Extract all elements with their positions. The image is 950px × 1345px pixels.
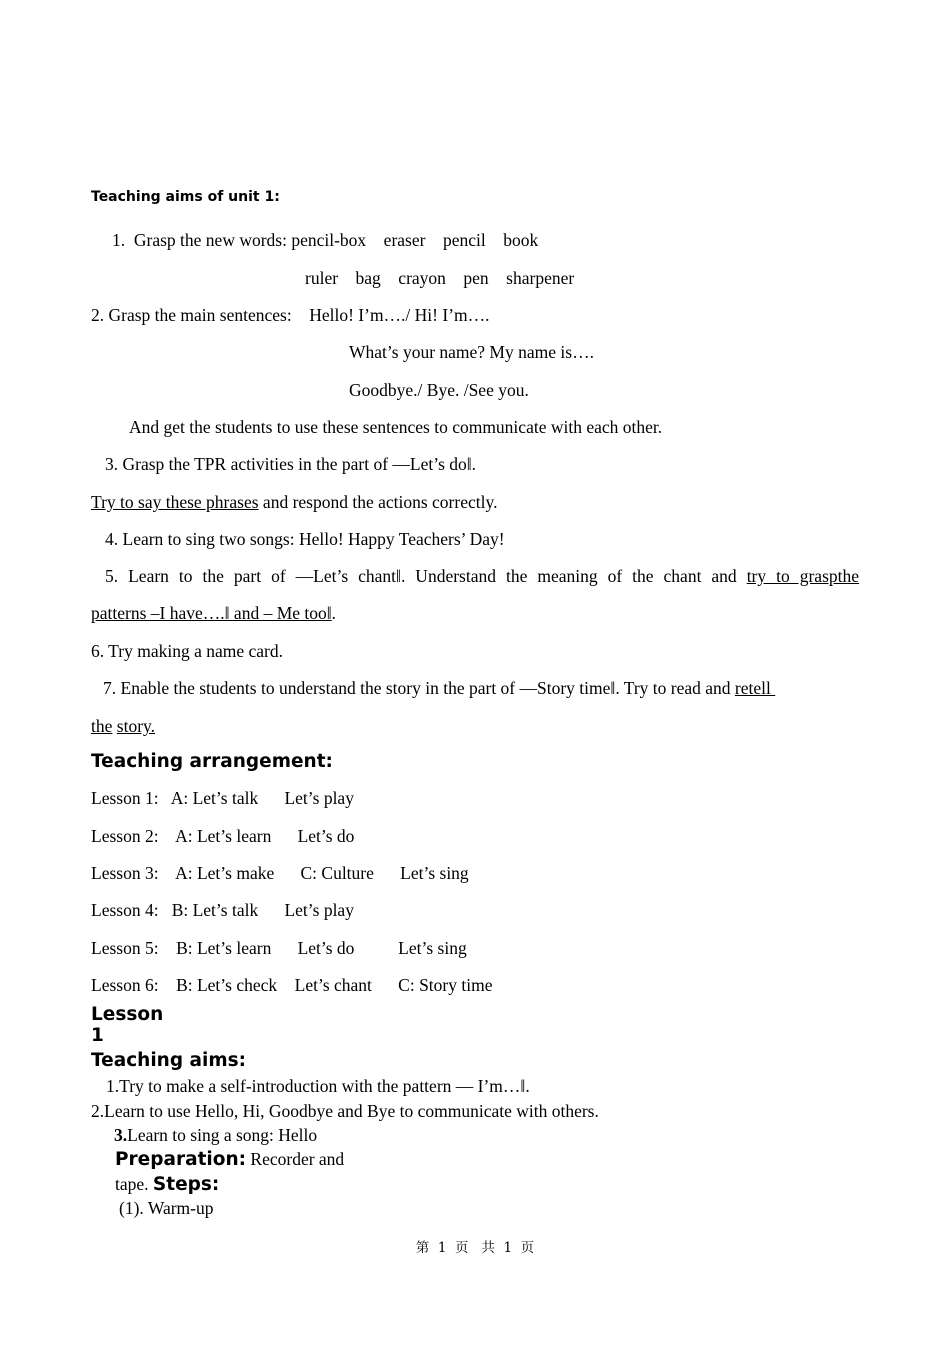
aim-7-text: 7. Enable the students to understand the story in the part of ―Story time‖. Try to read and [103, 678, 735, 698]
preparation-text-cont: tape. [115, 1174, 153, 1194]
aim-3-rest: and respond the actions correctly. [258, 492, 498, 512]
aim-7-underlined-2: the [91, 716, 113, 736]
page-footer: 第 1 页 共 1 页 [415, 1240, 535, 1256]
aim-7-underlined-1: retell [734, 678, 776, 698]
aim-7-line-2 [91, 715, 155, 737]
aim-4: 4. Learn to sing two songs: Hello! Happy Teachers’ Day! [105, 529, 505, 549]
aim-7-underlined-3: story. [116, 716, 156, 736]
aim-2-line-4: And get the students to use these sentences to communicate with each other. [129, 417, 663, 437]
steps-line [115, 1173, 219, 1196]
lesson-row: Lesson 2: A: Let’s learn Let’s do [91, 826, 355, 846]
preparation-text: Recorder and [246, 1149, 345, 1169]
aim-3-line-2 [91, 491, 497, 513]
lesson-row: Lesson 3: A: Let’s make C: Culture Let’s sing [91, 863, 469, 883]
aim-5-line-1 [105, 565, 859, 587]
aim-3-line-1: 3. Grasp the TPR activities in the part of ―Let’s do‖. [105, 454, 477, 474]
lesson-1-aim-3-text: Learn to sing a song: Hello [127, 1125, 318, 1145]
lesson-row: Lesson 1: A: Let’s talk Let’s play [91, 788, 354, 808]
lesson-1-aim-3-number: 3. [114, 1125, 128, 1145]
aim-3-underlined: Try to say these phrases [91, 492, 259, 512]
lesson-1-aims-heading: Teaching aims: [91, 1050, 247, 1071]
aim-5-text: 5. Learn to the part of ―Let’s chant‖. Understand the meaning of the chant and [105, 566, 747, 586]
lesson-1-aim-1: 1.Try to make a self-introduction with the pattern ― I’m…‖. [106, 1076, 530, 1096]
lesson-1-aim-3 [114, 1124, 317, 1146]
aim-2-line-1: 2. Grasp the main sentences: Hello! I’m…./ Hi! I’m…. [91, 305, 490, 325]
aim-1-line-1: 1. Grasp the new words: pencil-box eraser pencil book [112, 230, 539, 250]
aim-5-underlined-2: patterns –I have….‖ and – Me too‖ [91, 603, 332, 623]
aim-6: 6. Try making a name card. [91, 641, 283, 661]
aim-7-line-1 [103, 677, 775, 699]
aim-5-rest: . [331, 603, 337, 623]
lesson-row: Lesson 4: B: Let’s talk Let’s play [91, 900, 354, 920]
aim-2-line-3: Goodbye./ Bye. /See you. [349, 380, 529, 400]
preparation-line [115, 1148, 344, 1171]
steps-label: Steps: [152, 1174, 220, 1195]
lesson-1-title [91, 1004, 163, 1046]
aim-2-line-2: What’s your name? My name is…. [349, 342, 594, 362]
lesson-1-title-number: 1 [91, 1025, 104, 1046]
lesson-1-title-word: Lesson [91, 1004, 164, 1025]
lesson-row: Lesson 6: B: Let’s check Let’s chant C: Story time [91, 975, 493, 995]
lesson-1-aim-2: 2.Learn to use Hello, Hi, Goodbye and Bye to communicate with others. [91, 1101, 599, 1121]
aim-5-line-2 [91, 602, 336, 624]
aim-1-line-2: ruler bag crayon pen sharpener [305, 268, 575, 288]
step-1: (1). Warm-up [119, 1198, 214, 1218]
preparation-label: Preparation: [115, 1149, 247, 1170]
lesson-row: Lesson 5: B: Let’s learn Let’s do Let’s sing [91, 938, 467, 958]
aim-5-underlined-1: try to graspthe [746, 566, 860, 586]
arrangement-heading: Teaching arrangement: [91, 751, 333, 772]
unit-aims-heading: Teaching aims of unit 1: [91, 189, 280, 205]
